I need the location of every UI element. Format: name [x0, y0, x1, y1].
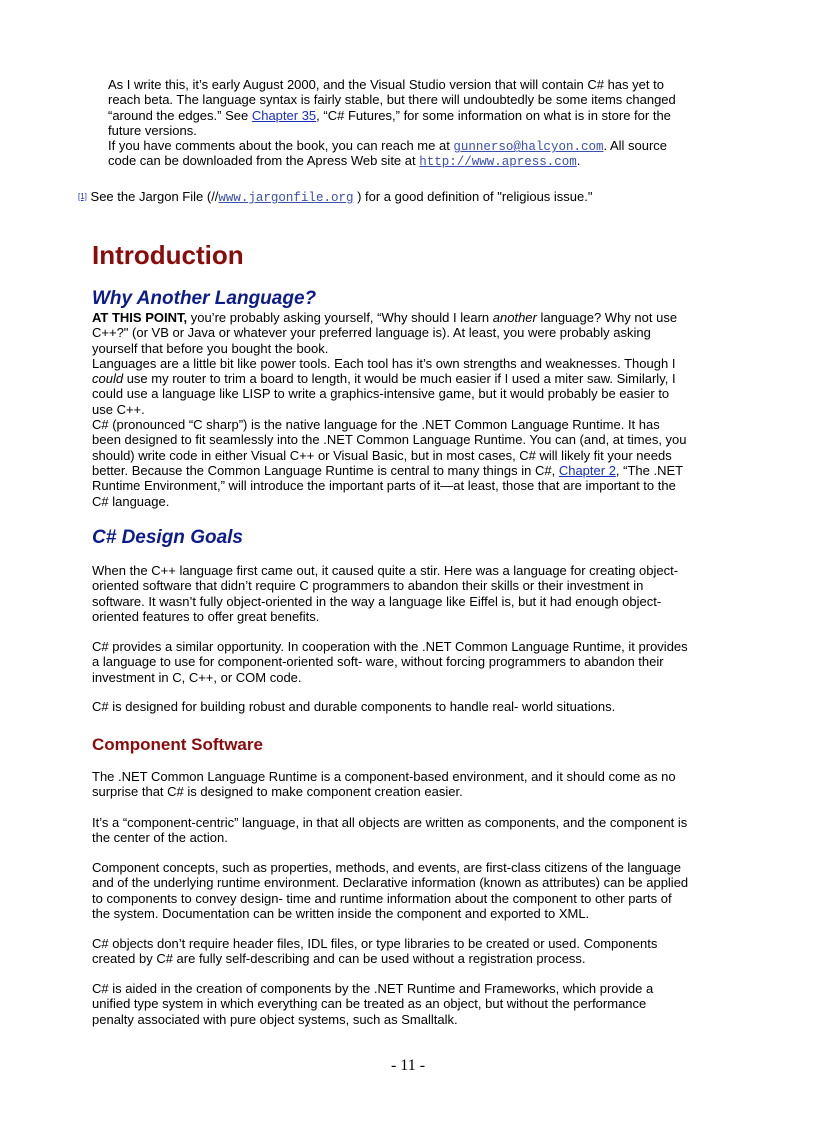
- text-run: the system. Documentation can be written inside the component and exported to XML.: [92, 905, 590, 921]
- text-run: C# is aided in the creation of components by the .NET Runtime and Frameworks, which provide a: [92, 981, 654, 996]
- text-line: [108, 138, 676, 153]
- text-line: [92, 325, 687, 340]
- text-run: AT THIS POINT,: [92, 310, 188, 325]
- text-line: [92, 356, 687, 371]
- goals-paragraph-3: [92, 699, 615, 714]
- text-run: reach beta. The language syntax is fairly stable, but there will undoubtedly be some items changed: [108, 92, 676, 108]
- section-heading-goals: C# Design Goals: [92, 527, 243, 548]
- text-line: [92, 670, 688, 685]
- text-run: unified type system in which everything can be treated as an object, but without the performance: [92, 996, 647, 1012]
- text-run: It’s a “component-centric” language, in that all objects are written as components, and the component is: [92, 815, 688, 830]
- text-run: better. Because the Common Language Runtime is central to many things in C#,: [92, 462, 559, 478]
- text-run: language? Why not use: [536, 310, 678, 325]
- text-run: . All source: [603, 138, 668, 154]
- text-run: As I write this, it’s early August 2000, and the Visual Studio version that will contain C# has yet to: [108, 77, 664, 92]
- text-run: and of the underlying runtime environment. Declarative information (known as attributes) can be applied: [92, 875, 689, 891]
- text-line: [92, 310, 687, 325]
- text-run: C# provides a similar opportunity. In cooperation with the .NET Common Language Runtime, it provides: [92, 639, 688, 654]
- text-run: use C++.: [92, 401, 145, 417]
- section-heading-why: Why Another Language?: [92, 288, 317, 309]
- text-run: Component concepts, such as properties, methods, and events, are first-class citizens of the language: [92, 860, 681, 875]
- text-run: to components to convey design- time and runtime information about the component to other parts of: [92, 890, 672, 906]
- text-run: another: [492, 310, 537, 325]
- text-run: a language to use for component-oriented soft- ware, without forcing programmers to abandon their: [92, 654, 664, 670]
- text-line: [92, 996, 653, 1011]
- text-line: [92, 699, 615, 714]
- why-paragraph: [92, 310, 687, 509]
- text-line: [92, 936, 657, 951]
- text-run: If you have comments about the book, you can reach me at: [108, 138, 454, 154]
- text-line: [92, 1012, 653, 1027]
- text-run: could use a language like LISP to write a graphics-intensive game, but it would probably be easier to: [92, 386, 670, 402]
- text-run: C# objects don’t require header files, IDL files, or type libraries to be created or used. Components: [92, 936, 658, 951]
- text-line: [92, 494, 687, 509]
- text-line: [108, 108, 676, 123]
- text-run: C# (pronounced “C sharp”) is the native language for the .NET Common Language Runtime. It has: [92, 417, 660, 433]
- text-line: [92, 830, 687, 845]
- section-heading-component: Component Software: [92, 735, 263, 754]
- text-line: [92, 341, 687, 356]
- text-line: [92, 654, 688, 669]
- component-paragraph-1: [92, 769, 676, 800]
- hyperlink[interactable]: Chapter 2: [558, 462, 616, 478]
- component-paragraph-5: [92, 981, 653, 1027]
- text-line: [92, 639, 688, 654]
- goals-paragraph-1: [92, 563, 678, 624]
- note-paragraph: [108, 77, 676, 169]
- text-run: , “The .NET: [615, 462, 684, 478]
- text-line: [92, 478, 687, 493]
- text-run: When the C++ language first came out, it caused quite a stir. Here was a language for creating object-: [92, 563, 679, 578]
- text-line: [78, 189, 592, 204]
- goals-paragraph-2: [92, 639, 688, 685]
- text-run: oriented features to offer great benefits.: [92, 608, 320, 624]
- text-run: surprise that C# is designed to make component creation easier.: [92, 784, 463, 800]
- text-line: [92, 769, 676, 784]
- text-line: [92, 891, 688, 906]
- text-run: yourself that before you bought the book.: [92, 340, 329, 356]
- text-line: [92, 432, 687, 447]
- text-run: future versions.: [108, 122, 197, 138]
- text-run: you’re probably asking yourself, “Why should I learn: [187, 310, 493, 325]
- text-line: [92, 371, 687, 386]
- text-run: code can be downloaded from the Apress Web site at: [108, 153, 420, 169]
- text-line: [108, 77, 676, 92]
- hyperlink[interactable]: [1]: [78, 192, 87, 201]
- text-run: penalty associated with pure object systems, such as Smalltalk.: [92, 1011, 458, 1027]
- text-run: , “C# Futures,” for some information on what is in store for the: [316, 107, 671, 123]
- text-line: [92, 784, 676, 799]
- text-run: the center of the action.: [92, 830, 228, 846]
- text-line: [92, 860, 688, 875]
- footnote: [78, 189, 592, 204]
- text-line: [92, 609, 678, 624]
- text-line: [92, 906, 688, 921]
- text-run: C# is designed for building robust and durable components to handle real- world situations.: [92, 699, 616, 714]
- chapter-title: Introduction: [92, 240, 244, 270]
- text-line: [92, 951, 657, 966]
- text-run: .: [576, 153, 581, 169]
- text-run: been designed to fit seamlessly into the .NET Common Language Runtime. You can (and, at times, you: [92, 432, 687, 448]
- text-line: [92, 981, 653, 996]
- component-paragraph-3: [92, 860, 688, 921]
- hyperlink[interactable]: Chapter 35: [251, 107, 317, 123]
- page-number: - 11 -: [390, 1057, 426, 1074]
- text-run: “around the edges.” See: [108, 107, 252, 123]
- text-run: See the Jargon File (//: [86, 189, 219, 204]
- text-line: [108, 123, 676, 138]
- text-line: [108, 92, 676, 107]
- text-line: [92, 578, 678, 593]
- text-line: [92, 386, 687, 401]
- hyperlink[interactable]: http://www.apress.com: [419, 155, 577, 170]
- text-line: [92, 594, 678, 609]
- hyperlink[interactable]: www.jargonfile.org: [218, 191, 354, 205]
- text-run: Runtime Environment,” will introduce the important parts of it—at least, those that are important to the: [92, 478, 676, 494]
- text-line: [92, 463, 687, 478]
- text-run: use my router to trim a board to length, it would be much easier if I used a miter saw. Similarly, I: [123, 371, 676, 387]
- text-line: [92, 563, 678, 578]
- text-run: ) for a good definition of "religious issue.": [353, 189, 593, 204]
- text-run: Languages are a little bit like power tools. Each tool has it’s own strengths and weaknesses. Though I: [92, 355, 676, 371]
- component-paragraph-2: [92, 815, 687, 846]
- text-run: should) write code in either Visual C++ or Visual Basic, but in most cases, C# will likely fit your needs: [92, 447, 672, 463]
- text-run: created by C# are fully self-describing and can be used without a registration process.: [92, 951, 586, 967]
- text-line: [108, 153, 676, 168]
- text-line: [92, 815, 687, 830]
- hyperlink[interactable]: gunnerso@halcyon.com: [453, 140, 604, 155]
- text-line: [92, 402, 687, 417]
- component-paragraph-4: [92, 936, 657, 967]
- text-run: oriented software that didn’t require C programmers to abandon their skills or their investment in: [92, 578, 644, 594]
- text-run: investment in C, C++, or COM code.: [92, 669, 302, 685]
- text-line: [92, 448, 687, 463]
- text-run: The .NET Common Language Runtime is a component-based environment, and it should come as no: [92, 769, 676, 784]
- text-run: C# language.: [92, 493, 170, 509]
- text-run: C++?" (or VB or Java or whatever your preferred language is). At least, you were probably asking: [92, 325, 651, 341]
- text-run: could: [92, 371, 124, 387]
- text-line: [92, 417, 687, 432]
- text-run: software. It wasn’t fully object-oriented in the way a language like Eiffel is, but it had enough object-: [92, 593, 662, 609]
- text-line: [92, 875, 688, 890]
